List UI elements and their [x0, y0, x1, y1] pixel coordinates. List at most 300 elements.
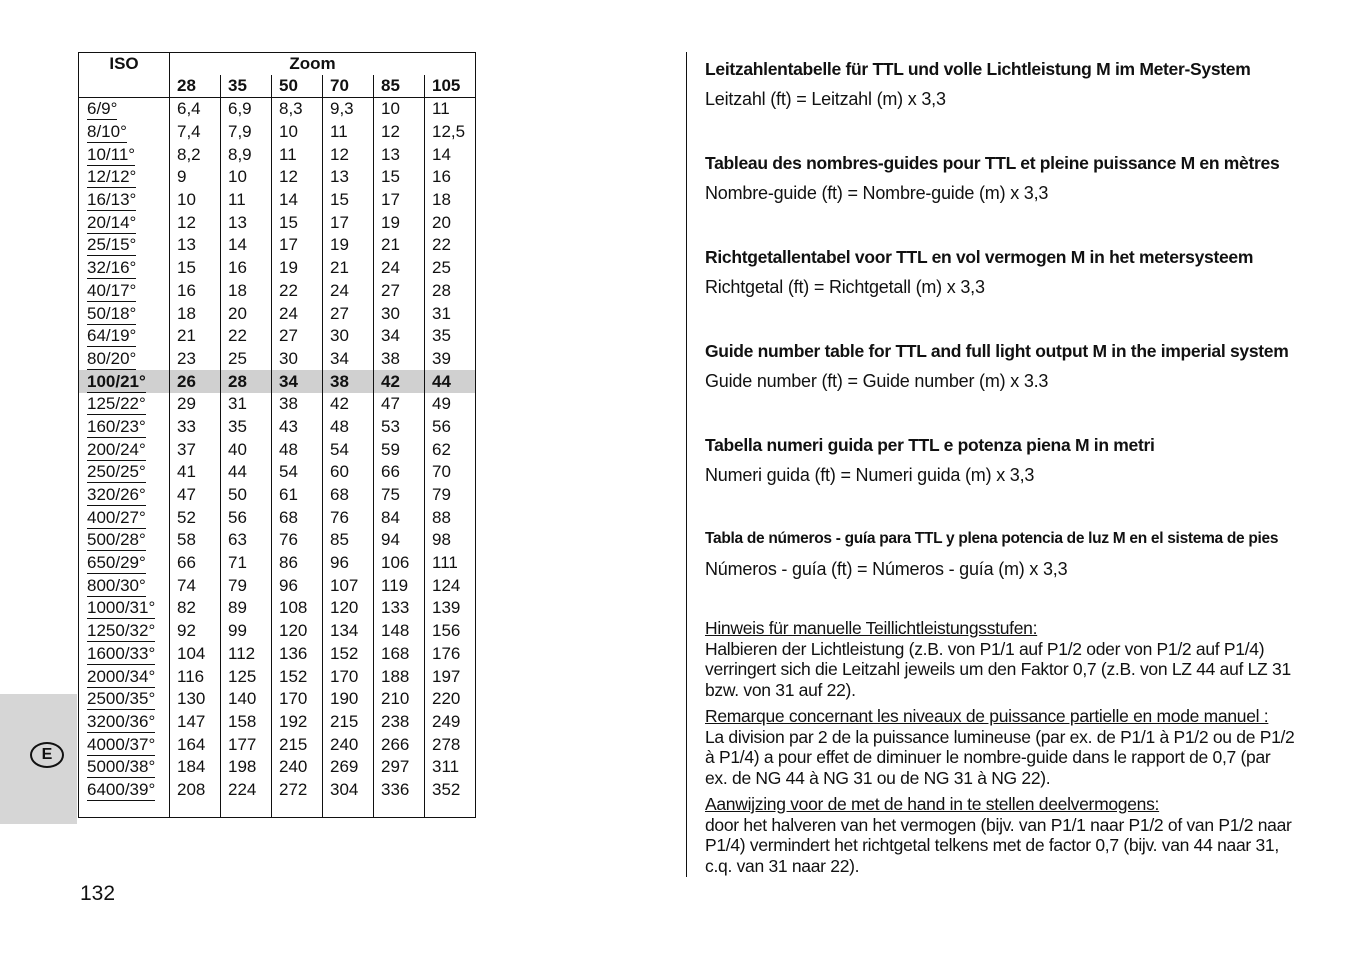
guide-number-cell: 11 [272, 143, 323, 166]
table-row [79, 370, 476, 393]
iso-value: 2500/35° [87, 689, 156, 709]
guide-number-cell: 8,2 [170, 143, 221, 166]
guide-number-cell: 120 [272, 620, 323, 643]
guide-number-cell: 25 [425, 257, 476, 280]
note-text: door het halveren van het vermogen (bijv. van P1/1 naar P1/2 of van P1/2 naar P1/4) vermindert het richtgetal telkens met de factor 0,7 (bijv. van 44 naar 31, c.q. van 31 naar 22). [705, 814, 1292, 876]
guide-number-cell: 164 [170, 733, 221, 756]
guide-number-cell: 30 [323, 325, 374, 348]
guide-number-cell: 17 [323, 211, 374, 234]
guide-number-cell: 44 [221, 461, 272, 484]
guide-number-cell: 177 [221, 733, 272, 756]
guide-number-table [78, 52, 476, 818]
guide-number-block [705, 56, 1295, 112]
guide-number-cell: 107 [323, 574, 374, 597]
iso-value: 500/28° [87, 530, 146, 550]
guide-number-cell: 14 [272, 189, 323, 212]
block-heading: Tabla de números - guía para TTL y plena potencia de luz M en el sistema de pies [705, 530, 1279, 547]
iso-cell [79, 529, 170, 552]
guide-number-cell: 10 [221, 166, 272, 189]
table-row [79, 484, 476, 507]
table-row [79, 552, 476, 575]
guide-number-cell: 27 [272, 325, 323, 348]
language-badge: E [30, 742, 64, 768]
table-bottom-padding [79, 801, 476, 818]
table-row [79, 779, 476, 802]
guide-number-cell: 18 [425, 189, 476, 212]
iso-cell [79, 461, 170, 484]
guide-number-cell: 134 [323, 620, 374, 643]
iso-cell [79, 302, 170, 325]
table-row [79, 143, 476, 166]
table-row [79, 438, 476, 461]
guide-number-cell: 71 [221, 552, 272, 575]
table-row [79, 211, 476, 234]
iso-value: 1600/33° [87, 643, 156, 663]
iso-header-blank [79, 75, 170, 98]
guide-number-cell: 18 [221, 280, 272, 303]
guide-number-cell: 98 [425, 529, 476, 552]
guide-number-cell: 130 [170, 688, 221, 711]
guide-number-cell: 14 [221, 234, 272, 257]
guide-number-cell: 238 [374, 711, 425, 734]
guide-number-cell: 60 [323, 461, 374, 484]
iso-cell [79, 211, 170, 234]
guide-number-cell: 220 [425, 688, 476, 711]
iso-cell [79, 756, 170, 779]
guide-number-cell: 31 [425, 302, 476, 325]
guide-number-cell: 48 [323, 416, 374, 439]
guide-number-cell: 192 [272, 711, 323, 734]
block-heading: Tabella numeri guida per TTL e potenza piena M in metri [705, 435, 1155, 455]
iso-header: ISO [79, 53, 170, 76]
guide-number-cell: 311 [425, 756, 476, 779]
iso-value: 4000/37° [87, 734, 156, 754]
table-row [79, 166, 476, 189]
note-block [705, 618, 1295, 700]
guide-number-cell: 11 [323, 121, 374, 144]
guide-number-cell: 38 [323, 370, 374, 393]
guide-number-cell: 190 [323, 688, 374, 711]
padding-cell [170, 801, 221, 818]
column-divider [686, 52, 687, 877]
guide-number-cell: 9 [170, 166, 221, 189]
manual-power-notes [705, 618, 1295, 876]
iso-value: 3200/36° [87, 711, 156, 731]
iso-cell [79, 189, 170, 212]
guide-number-cell: 11 [221, 189, 272, 212]
guide-number-cell: 9,3 [323, 98, 374, 121]
guide-number-cell: 28 [425, 280, 476, 303]
guide-number-cell: 42 [323, 393, 374, 416]
guide-number-blocks [705, 56, 1295, 582]
table-row [79, 461, 476, 484]
guide-number-cell: 22 [425, 234, 476, 257]
guide-number-cell: 23 [170, 348, 221, 371]
zoom-header: Zoom [289, 54, 336, 73]
guide-number-cell: 168 [374, 643, 425, 666]
iso-cell [79, 643, 170, 666]
guide-number-cell: 75 [374, 484, 425, 507]
guide-number-cell: 34 [374, 325, 425, 348]
guide-number-cell: 21 [323, 257, 374, 280]
guide-number-cell: 12 [374, 121, 425, 144]
block-formula: Leitzahl (ft) = Leitzahl (m) x 3,3 [705, 89, 946, 109]
guide-number-cell: 33 [170, 416, 221, 439]
guide-number-cell: 297 [374, 756, 425, 779]
iso-value: 200/24° [87, 439, 146, 459]
guide-number-cell: 76 [272, 529, 323, 552]
guide-number-cell: 7,4 [170, 121, 221, 144]
guide-number-cell: 21 [170, 325, 221, 348]
iso-cell [79, 665, 170, 688]
guide-number-cell: 148 [374, 620, 425, 643]
table-header-row [79, 53, 476, 76]
table-row [79, 506, 476, 529]
guide-number-cell: 85 [323, 529, 374, 552]
guide-number-cell: 197 [425, 665, 476, 688]
iso-value: 160/23° [87, 416, 146, 436]
guide-number-cell: 37 [170, 438, 221, 461]
guide-number-cell: 35 [221, 416, 272, 439]
guide-number-cell: 6,4 [170, 98, 221, 121]
guide-number-cell: 19 [323, 234, 374, 257]
guide-number-cell: 27 [323, 302, 374, 325]
padding-cell [425, 801, 476, 818]
guide-number-cell: 38 [272, 393, 323, 416]
iso-value: 650/29° [87, 553, 146, 573]
iso-value: 1000/31° [87, 598, 156, 618]
right-column [705, 56, 1295, 876]
guide-number-cell: 74 [170, 574, 221, 597]
guide-number-cell: 12 [323, 143, 374, 166]
zoom-value-header: 35 [221, 75, 272, 98]
iso-cell [79, 416, 170, 439]
guide-number-cell: 266 [374, 733, 425, 756]
iso-cell [79, 620, 170, 643]
guide-number-cell: 104 [170, 643, 221, 666]
guide-number-cell: 184 [170, 756, 221, 779]
guide-number-cell: 76 [323, 506, 374, 529]
guide-number-cell: 136 [272, 643, 323, 666]
guide-number-cell: 59 [374, 438, 425, 461]
zoom-value-header: 85 [374, 75, 425, 98]
guide-number-cell: 176 [425, 643, 476, 666]
guide-number-cell: 16 [221, 257, 272, 280]
guide-number-cell: 152 [323, 643, 374, 666]
table-row [79, 643, 476, 666]
guide-number-cell: 22 [272, 280, 323, 303]
guide-number-cell: 188 [374, 665, 425, 688]
guide-number-cell: 86 [272, 552, 323, 575]
iso-value: 100/21° [87, 371, 146, 391]
guide-number-cell: 96 [323, 552, 374, 575]
table-row [79, 665, 476, 688]
guide-number-cell: 30 [272, 348, 323, 371]
guide-number-cell: 79 [221, 574, 272, 597]
guide-number-cell: 18 [170, 302, 221, 325]
guide-number-cell: 41 [170, 461, 221, 484]
guide-number-cell: 99 [221, 620, 272, 643]
guide-number-cell: 125 [221, 665, 272, 688]
iso-value: 50/18° [87, 303, 137, 323]
block-heading: Guide number table for TTL and full light output M in the imperial system [705, 341, 1289, 361]
guide-number-cell: 17 [374, 189, 425, 212]
table-row [79, 688, 476, 711]
guide-number-cell: 62 [425, 438, 476, 461]
guide-number-cell: 56 [221, 506, 272, 529]
iso-value: 6/9° [87, 99, 118, 119]
guide-number-cell: 88 [425, 506, 476, 529]
guide-number-cell: 210 [374, 688, 425, 711]
guide-number-cell: 31 [221, 393, 272, 416]
guide-number-cell: 215 [272, 733, 323, 756]
guide-number-cell: 12 [272, 166, 323, 189]
iso-cell [79, 574, 170, 597]
table-row [79, 529, 476, 552]
iso-cell [79, 234, 170, 257]
iso-cell [79, 348, 170, 371]
guide-number-cell: 34 [323, 348, 374, 371]
guide-number-cell: 40 [221, 438, 272, 461]
block-heading: Leitzahlentabelle für TTL und volle Lichtleistung M im Meter-System [705, 59, 1251, 79]
guide-number-cell: 152 [272, 665, 323, 688]
iso-cell [79, 370, 170, 393]
guide-number-cell: 96 [272, 574, 323, 597]
table-row [79, 280, 476, 303]
note-text: La division par 2 de la puissance lumineuse (par ex. de P1/1 à P1/2 ou de P1/2 à P1/4) a pour effet de diminuer le nombre-guide dans le rapport de 0,7 (par ex. de NG 44 à NG 31 ou de NG 31 à NG 22). [705, 726, 1295, 788]
guide-number-cell: 50 [221, 484, 272, 507]
iso-cell [79, 143, 170, 166]
guide-number-cell: 84 [374, 506, 425, 529]
iso-value: 400/27° [87, 507, 146, 527]
guide-number-cell: 29 [170, 393, 221, 416]
guide-number-cell: 53 [374, 416, 425, 439]
guide-number-block [705, 150, 1295, 206]
guide-number-cell: 10 [374, 98, 425, 121]
guide-number-cell: 66 [374, 461, 425, 484]
table-row [79, 257, 476, 280]
guide-number-cell: 49 [425, 393, 476, 416]
guide-number-cell: 38 [374, 348, 425, 371]
iso-cell [79, 597, 170, 620]
guide-number-block [705, 244, 1295, 300]
table-row [79, 189, 476, 212]
zoom-value-header: 70 [323, 75, 374, 98]
guide-number-cell: 39 [425, 348, 476, 371]
iso-cell [79, 257, 170, 280]
guide-number-cell: 56 [425, 416, 476, 439]
guide-number-cell: 43 [272, 416, 323, 439]
guide-number-cell: 10 [272, 121, 323, 144]
iso-cell [79, 98, 170, 121]
guide-number-cell: 170 [323, 665, 374, 688]
note-title: Remarque concernant les niveaux de puissance partielle en mode manuel : [705, 706, 1269, 726]
iso-value: 800/30° [87, 575, 146, 595]
guide-number-cell: 34 [272, 370, 323, 393]
guide-number-cell: 15 [374, 166, 425, 189]
guide-number-cell: 108 [272, 597, 323, 620]
iso-cell [79, 393, 170, 416]
guide-number-cell: 61 [272, 484, 323, 507]
table-row [79, 234, 476, 257]
guide-number-cell: 20 [221, 302, 272, 325]
guide-number-cell: 240 [323, 733, 374, 756]
table-row [79, 416, 476, 439]
iso-cell [79, 733, 170, 756]
iso-cell [79, 438, 170, 461]
guide-number-cell: 63 [221, 529, 272, 552]
block-heading: Richtgetallentabel voor TTL en vol vermogen M in het metersysteem [705, 247, 1254, 267]
table-row [79, 756, 476, 779]
zoom-values-row [79, 75, 476, 98]
iso-value: 25/15° [87, 235, 137, 255]
iso-value: 20/14° [87, 212, 137, 232]
guide-number-cell: 89 [221, 597, 272, 620]
guide-number-cell: 48 [272, 438, 323, 461]
guide-number-cell: 106 [374, 552, 425, 575]
guide-number-cell: 28 [221, 370, 272, 393]
guide-number-cell: 12,5 [425, 121, 476, 144]
guide-number-cell: 15 [323, 189, 374, 212]
iso-value: 320/26° [87, 485, 146, 505]
guide-number-cell: 13 [221, 211, 272, 234]
guide-number-cell: 94 [374, 529, 425, 552]
guide-number-cell: 70 [425, 461, 476, 484]
table-row [79, 325, 476, 348]
guide-number-cell: 47 [374, 393, 425, 416]
block-formula: Números - guía (ft) = Números - guía (m) x 3,3 [705, 559, 1068, 579]
guide-number-cell: 52 [170, 506, 221, 529]
iso-value: 1250/32° [87, 621, 156, 641]
guide-number-cell: 19 [272, 257, 323, 280]
guide-number-block [705, 338, 1295, 394]
note-title: Hinweis für manuelle Teillichtleistungsstufen: [705, 618, 1038, 638]
guide-number-cell: 30 [374, 302, 425, 325]
iso-cell [79, 121, 170, 144]
guide-number-cell: 140 [221, 688, 272, 711]
zoom-value-header: 50 [272, 75, 323, 98]
guide-number-cell: 304 [323, 779, 374, 802]
guide-number-cell: 156 [425, 620, 476, 643]
guide-number-cell: 54 [272, 461, 323, 484]
iso-value: 6400/39° [87, 779, 156, 799]
guide-number-cell: 352 [425, 779, 476, 802]
guide-number-cell: 54 [323, 438, 374, 461]
iso-cell [79, 779, 170, 802]
iso-value: 80/20° [87, 348, 137, 368]
guide-number-cell: 26 [170, 370, 221, 393]
guide-number-cell: 112 [221, 643, 272, 666]
guide-number-cell: 17 [272, 234, 323, 257]
guide-number-cell: 66 [170, 552, 221, 575]
guide-number-cell: 44 [425, 370, 476, 393]
guide-number-cell: 42 [374, 370, 425, 393]
guide-number-cell: 15 [272, 211, 323, 234]
guide-number-cell: 124 [425, 574, 476, 597]
iso-cell [79, 711, 170, 734]
table-row [79, 597, 476, 620]
guide-number-cell: 272 [272, 779, 323, 802]
iso-cell [79, 484, 170, 507]
iso-value: 125/22° [87, 394, 146, 414]
note-text: Halbieren der Lichtleistung (z.B. von P1/1 auf P1/2 oder von P1/2 auf P1/4) verringert sich die Leitzahl jeweils um den Faktor 0,7 (z.B. von LZ 44 auf LZ 31 bzw. von 31 auf 22). [705, 638, 1291, 700]
guide-number-cell: 133 [374, 597, 425, 620]
guide-number-cell: 240 [272, 756, 323, 779]
table-row [79, 121, 476, 144]
guide-number-cell: 198 [221, 756, 272, 779]
guide-number-cell: 119 [374, 574, 425, 597]
guide-number-cell: 147 [170, 711, 221, 734]
guide-number-cell: 92 [170, 620, 221, 643]
table-row [79, 733, 476, 756]
padding-cell [272, 801, 323, 818]
zoom-value-header: 105 [425, 75, 476, 98]
guide-number-cell: 58 [170, 529, 221, 552]
guide-number-cell: 47 [170, 484, 221, 507]
guide-number-cell: 82 [170, 597, 221, 620]
guide-number-cell: 170 [272, 688, 323, 711]
guide-number-cell: 11 [425, 98, 476, 121]
guide-number-cell: 19 [374, 211, 425, 234]
guide-number-cell: 158 [221, 711, 272, 734]
note-block [705, 794, 1295, 876]
guide-number-cell: 68 [323, 484, 374, 507]
guide-number-cell: 215 [323, 711, 374, 734]
table-row [79, 574, 476, 597]
guide-number-cell: 15 [170, 257, 221, 280]
guide-number-cell: 8,3 [272, 98, 323, 121]
page-number: 132 [80, 882, 116, 905]
iso-value: 32/16° [87, 258, 137, 278]
iso-cell [79, 552, 170, 575]
block-formula: Richtgetal (ft) = Richtgetall (m) x 3,3 [705, 277, 985, 297]
iso-value: 12/12° [87, 167, 137, 187]
guide-number-cell: 278 [425, 733, 476, 756]
table-row [79, 348, 476, 371]
guide-number-cell: 120 [323, 597, 374, 620]
guide-number-cell: 16 [170, 280, 221, 303]
iso-value: 8/10° [87, 122, 127, 142]
guide-number-cell: 22 [221, 325, 272, 348]
guide-number-cell: 336 [374, 779, 425, 802]
iso-value: 5000/38° [87, 757, 156, 777]
block-formula: Nombre-guide (ft) = Nombre-guide (m) x 3,3 [705, 183, 1049, 203]
guide-number-cell: 6,9 [221, 98, 272, 121]
guide-number-cell: 269 [323, 756, 374, 779]
guide-number-cell: 12 [170, 211, 221, 234]
table-row [79, 711, 476, 734]
zoom-value-header: 28 [177, 76, 196, 95]
guide-number-cell: 20 [425, 211, 476, 234]
guide-number-cell: 7,9 [221, 121, 272, 144]
table-row [79, 393, 476, 416]
table-body [79, 98, 476, 818]
guide-number-cell: 116 [170, 665, 221, 688]
block-heading: Tableau des nombres-guides pour TTL et pleine puissance M en mètres [705, 153, 1280, 173]
table-row [79, 620, 476, 643]
padding-cell [79, 801, 170, 818]
iso-cell [79, 280, 170, 303]
guide-number-cell: 16 [425, 166, 476, 189]
guide-number-cell: 35 [425, 325, 476, 348]
iso-cell [79, 325, 170, 348]
guide-number-cell: 24 [323, 280, 374, 303]
guide-number-cell: 24 [272, 302, 323, 325]
iso-value: 250/25° [87, 462, 146, 482]
table-row [79, 98, 476, 121]
guide-number-cell: 111 [425, 552, 476, 575]
guide-number-cell: 224 [221, 779, 272, 802]
